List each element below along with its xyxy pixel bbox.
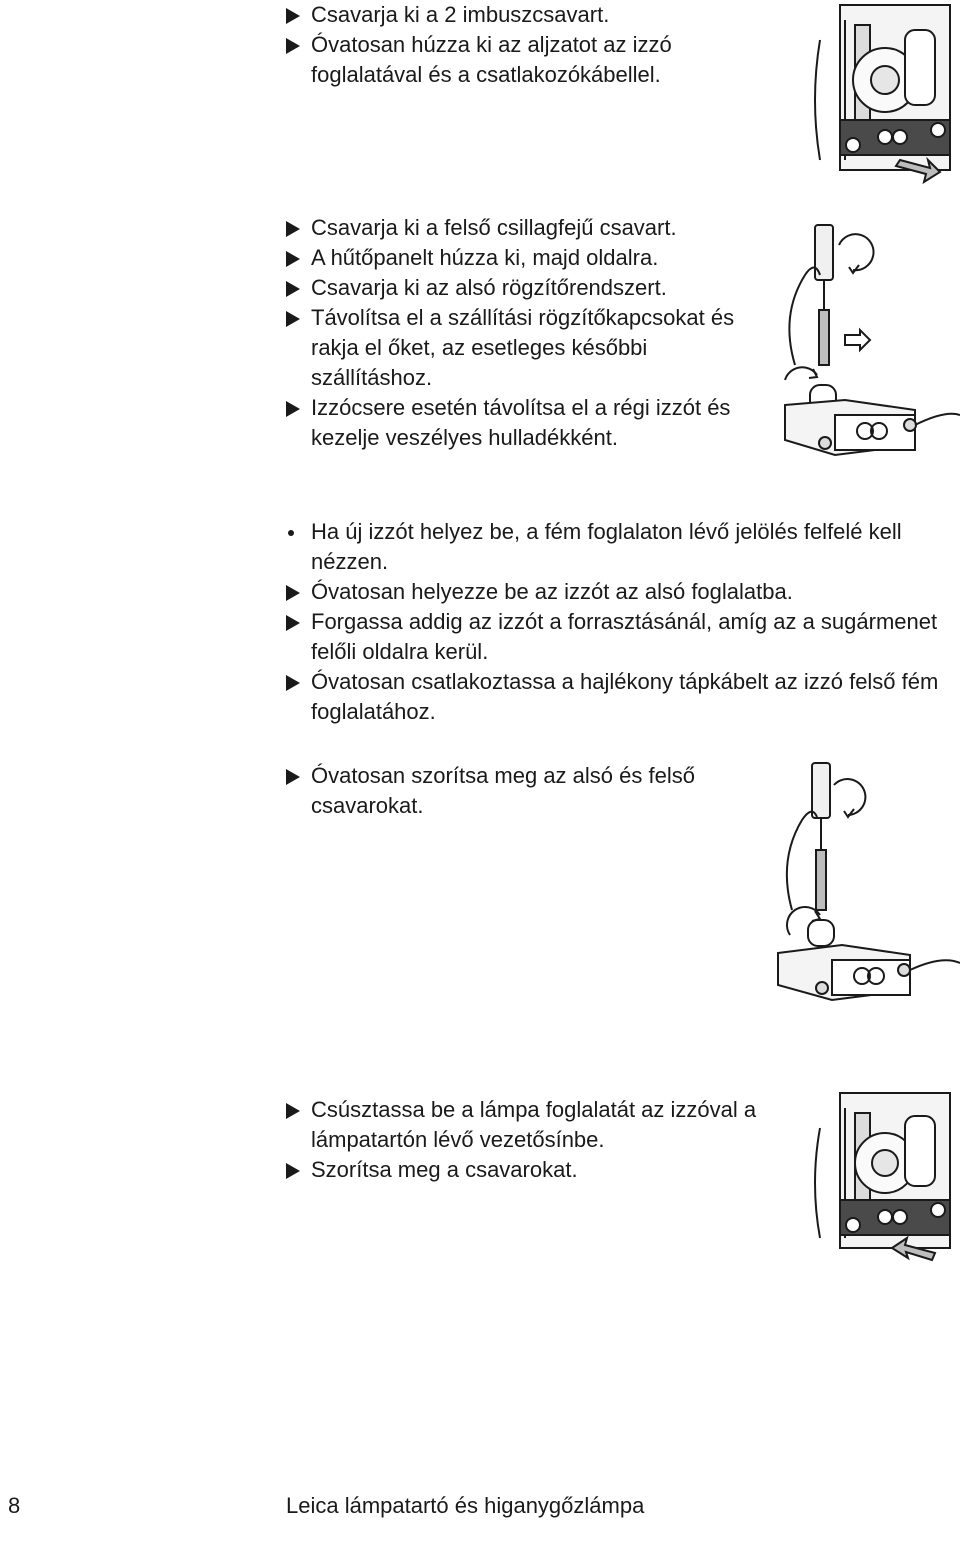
step-item: Óvatosan helyezze be az izzót az alsó foglalatba. [286, 577, 951, 607]
figure-bulb-tighten [770, 755, 960, 1015]
step-item: Óvatosan csatlakoztassa a hajlékony tápkábelt az izzó felső fém foglalatához. [286, 667, 951, 727]
arrow-bullet-icon [286, 281, 300, 297]
step-item: Távolítsa el a szállítási rögzítőkapcsokat és rakja el őket, az esetleges későbbi szállításhoz. [286, 303, 766, 393]
step-item: Óvatosan húzza ki az aljzatot az izzó foglalatával és a csatlakozókábellel. [286, 30, 726, 90]
arrow-bullet-icon [286, 675, 300, 691]
figure-bulb-removal [775, 215, 960, 465]
steps-tighten-screws [286, 761, 726, 821]
note-item: Ha új izzót helyez be, a fém foglalaton lévő jelölés felfelé kell nézzen. [286, 517, 951, 577]
arrow-bullet-icon [286, 401, 300, 417]
step-item: Csavarja ki a felső csillagfejű csavart. [286, 213, 766, 243]
arrow-bullet-icon [286, 221, 300, 237]
bullet-dot-icon [288, 530, 294, 536]
page-number: 8 [8, 1493, 21, 1518]
step-item: Csavarja ki az alsó rögzítőrendszert. [286, 273, 766, 303]
arrow-bullet-icon [286, 38, 300, 54]
arrow-bullet-icon [286, 251, 300, 267]
arrow-bullet-icon [286, 1103, 300, 1119]
step-item: Csúsztassa be a lámpa foglalatát az izzóval a lámpatartón lévő vezetősínbe. [286, 1095, 776, 1155]
arrow-bullet-icon [286, 8, 300, 24]
figure-housing-pull-out [810, 0, 960, 190]
figure-housing-slide-in [810, 1088, 960, 1268]
arrow-bullet-icon [286, 769, 300, 785]
arrow-bullet-icon [286, 311, 300, 327]
arrow-bullet-icon [286, 615, 300, 631]
steps-reinsert-socket [286, 1095, 776, 1185]
step-item: Csavarja ki a 2 imbuszcsavart. [286, 0, 726, 30]
steps-insert-bulb [286, 517, 951, 727]
footer-title: Leica lámpatartó és higanygőzlámpa [286, 1493, 645, 1518]
step-item: A hűtőpanelt húzza ki, majd oldalra. [286, 243, 766, 273]
steps-remove-lamp [286, 213, 766, 453]
steps-remove-socket [286, 0, 726, 90]
arrow-bullet-icon [286, 585, 300, 601]
step-item: Izzócsere esetén távolítsa el a régi izzót és kezelje veszélyes hulladékként. [286, 393, 766, 453]
arrow-bullet-icon [286, 1163, 300, 1179]
step-item: Óvatosan szorítsa meg az alsó és felső csavarokat. [286, 761, 726, 821]
step-item: Forgassa addig az izzót a forrasztásánál, amíg az a sugármenet felőli oldalra kerül. [286, 607, 951, 667]
step-item: Szorítsa meg a csavarokat. [286, 1155, 776, 1185]
